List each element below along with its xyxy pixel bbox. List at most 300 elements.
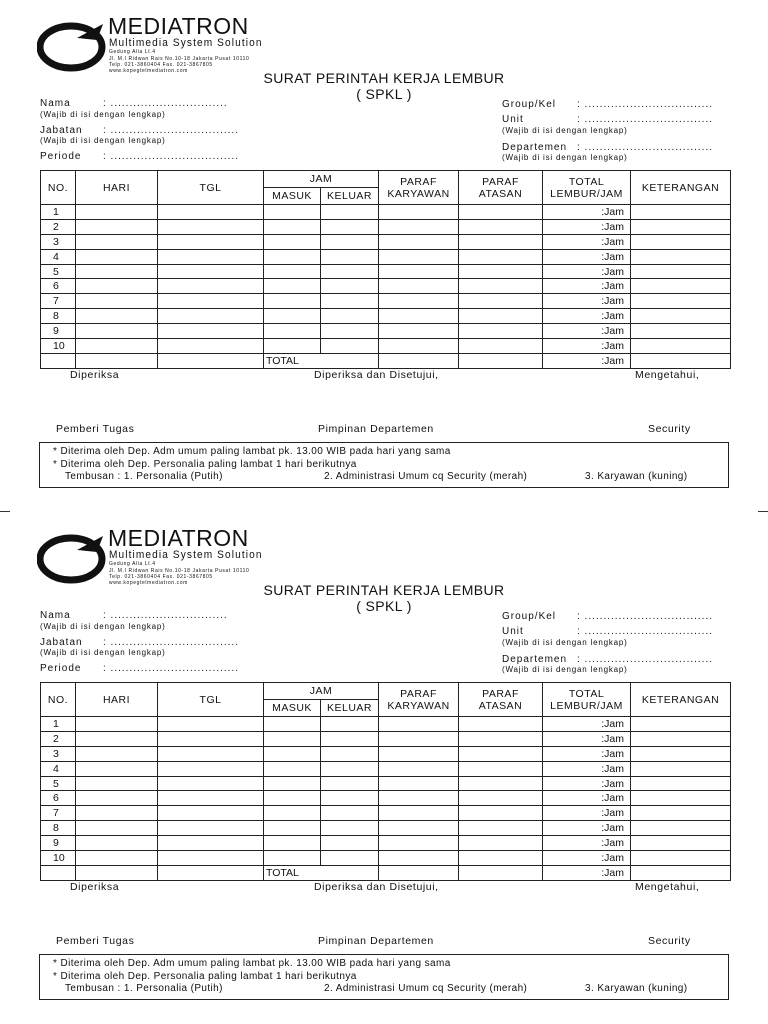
table-cell[interactable] (379, 294, 459, 309)
table-cell (41, 353, 76, 368)
table-cell[interactable] (631, 353, 731, 368)
table-cell[interactable] (631, 219, 731, 234)
table-cell[interactable] (158, 309, 264, 324)
table-cell[interactable] (379, 791, 459, 806)
table-cell[interactable] (631, 746, 731, 761)
table-cell[interactable] (158, 806, 264, 821)
table-cell (158, 353, 264, 368)
table-cell[interactable] (264, 746, 321, 761)
notes-box (39, 442, 729, 488)
departemen-label: Departemen (502, 654, 568, 665)
row-number: 7 (41, 806, 76, 821)
total-jam-cell[interactable]: :Jam (543, 324, 631, 339)
table-row (41, 264, 731, 279)
sig-pimpinan: Pimpinan Departemen (318, 935, 434, 947)
tembusan-item: 3. Karyawan (kuning) (585, 471, 688, 482)
table-cell[interactable] (264, 234, 321, 249)
row-number: 10 (41, 339, 76, 354)
table-cell[interactable] (264, 717, 321, 732)
total-jam-cell[interactable]: :Jam (543, 806, 631, 821)
table-cell[interactable] (379, 806, 459, 821)
table-cell[interactable] (76, 264, 158, 279)
departemen-field[interactable]: : .................................. (577, 654, 714, 665)
periode-field[interactable]: : .................................. (103, 151, 240, 162)
table-row (41, 731, 731, 746)
table-cell[interactable] (459, 205, 543, 220)
required-note: (Wajib di isi dengan lengkap) (502, 153, 628, 162)
table-row (41, 806, 731, 821)
table-cell[interactable] (379, 821, 459, 836)
table-cell[interactable] (631, 234, 731, 249)
table-cell[interactable] (264, 791, 321, 806)
table-cell[interactable] (158, 791, 264, 806)
table-cell[interactable] (631, 717, 731, 732)
required-note: (Wajib di isi dengan lengkap) (40, 110, 166, 119)
table-cell[interactable] (264, 324, 321, 339)
table-cell[interactable] (459, 731, 543, 746)
row-number: 1 (41, 205, 76, 220)
table-cell[interactable] (459, 249, 543, 264)
table-cell (158, 865, 264, 880)
table-cell[interactable] (459, 791, 543, 806)
total-jam-cell[interactable]: :Jam (543, 234, 631, 249)
table-cell[interactable] (158, 219, 264, 234)
table-row (41, 205, 731, 220)
total-jam-cell[interactable]: :Jam (543, 731, 631, 746)
mediatron-logo-icon (37, 532, 109, 584)
table-cell[interactable] (631, 761, 731, 776)
company-contact: Telp. 021-3860404 Fax. 021-3867805 (109, 62, 213, 68)
table-cell[interactable] (631, 821, 731, 836)
tembusan-item: 2. Administrasi Umum cq Security (merah) (324, 471, 528, 482)
unit-label: Unit (502, 626, 524, 637)
sig-pimpinan: Pimpinan Departemen (318, 423, 434, 435)
table-cell[interactable] (321, 234, 379, 249)
table-cell[interactable] (459, 324, 543, 339)
overtime-table (40, 682, 731, 881)
table-cell[interactable] (321, 806, 379, 821)
header-keterangan: KETERANGAN (631, 171, 731, 205)
table-cell[interactable] (379, 234, 459, 249)
table-cell[interactable] (76, 851, 158, 866)
table-cell[interactable] (631, 294, 731, 309)
sig-diperiksa: Diperiksa (70, 369, 120, 381)
row-number: 1 (41, 717, 76, 732)
table-cell[interactable] (631, 806, 731, 821)
header-keluar: KELUAR (321, 188, 379, 205)
table-cell[interactable] (76, 717, 158, 732)
total-jam-cell[interactable]: :Jam (543, 791, 631, 806)
table-cell[interactable] (459, 264, 543, 279)
total-jam-cell[interactable]: :Jam (543, 851, 631, 866)
row-number: 4 (41, 761, 76, 776)
header-paraf-karyawan: PARAF KARYAWAN (379, 683, 459, 717)
table-cell[interactable] (459, 851, 543, 866)
total-jam-cell[interactable]: :Jam (543, 294, 631, 309)
total-jam-cell[interactable]: :Jam (543, 339, 631, 354)
table-cell[interactable] (459, 279, 543, 294)
row-number: 2 (41, 219, 76, 234)
table-cell[interactable] (321, 851, 379, 866)
table-cell[interactable] (158, 264, 264, 279)
table-cell[interactable] (321, 205, 379, 220)
nama-label: Nama (40, 610, 71, 621)
company-tagline: Multimedia System Solution (109, 37, 263, 49)
table-cell[interactable] (264, 731, 321, 746)
table-cell[interactable] (158, 279, 264, 294)
table-cell[interactable] (321, 324, 379, 339)
table-row (41, 717, 731, 732)
table-cell[interactable] (459, 836, 543, 851)
table-cell[interactable] (264, 851, 321, 866)
table-cell[interactable] (158, 249, 264, 264)
table-cell[interactable] (459, 746, 543, 761)
tembusan-item: 3. Karyawan (kuning) (585, 983, 688, 994)
table-cell[interactable] (76, 339, 158, 354)
note-item: * Diterima oleh Dep. Personalia paling lambat 1 hari berikutnya (53, 459, 357, 470)
header-keluar: KELUAR (321, 700, 379, 717)
required-note: (Wajib di isi dengan lengkap) (502, 126, 628, 135)
row-number: 8 (41, 821, 76, 836)
table-cell[interactable] (76, 746, 158, 761)
group-field[interactable]: : .................................. (577, 99, 714, 110)
table-cell[interactable] (379, 851, 459, 866)
table-cell[interactable] (76, 806, 158, 821)
table-cell[interactable] (321, 776, 379, 791)
table-cell[interactable] (264, 205, 321, 220)
table-cell[interactable] (321, 746, 379, 761)
table-cell[interactable] (321, 791, 379, 806)
table-cell[interactable] (76, 234, 158, 249)
total-jam-cell[interactable]: :Jam (543, 249, 631, 264)
company-website: www.kopegtelmediatron.com (109, 580, 188, 586)
table-cell[interactable] (76, 205, 158, 220)
table-cell[interactable] (321, 294, 379, 309)
header-paraf-karyawan: PARAF KARYAWAN (379, 171, 459, 205)
table-cell[interactable] (379, 761, 459, 776)
table-cell[interactable] (76, 761, 158, 776)
total-jam-cell[interactable]: :Jam (543, 205, 631, 220)
table-cell[interactable] (321, 821, 379, 836)
table-cell[interactable] (321, 249, 379, 264)
table-row (41, 851, 731, 866)
table-cell[interactable] (321, 761, 379, 776)
table-cell[interactable] (631, 339, 731, 354)
table-cell[interactable] (321, 279, 379, 294)
table-cell[interactable] (76, 249, 158, 264)
table-cell (76, 865, 158, 880)
total-jam-cell[interactable]: :Jam (543, 717, 631, 732)
table-cell[interactable] (158, 339, 264, 354)
row-number: 9 (41, 324, 76, 339)
row-number: 3 (41, 234, 76, 249)
cut-mark (0, 511, 10, 512)
row-number: 6 (41, 791, 76, 806)
table-cell[interactable] (158, 836, 264, 851)
row-number: 9 (41, 836, 76, 851)
table-cell[interactable] (264, 806, 321, 821)
group-field[interactable]: : .................................. (577, 611, 714, 622)
header-total-lembur: TOTAL LEMBUR/JAM (543, 683, 631, 717)
table-cell[interactable] (76, 776, 158, 791)
table-cell[interactable] (631, 205, 731, 220)
spkl-form (0, 512, 768, 1024)
sig-pemberi-tugas: Pemberi Tugas (56, 423, 135, 435)
table-cell[interactable] (379, 731, 459, 746)
header-masuk: MASUK (264, 700, 321, 717)
table-row (41, 294, 731, 309)
table-cell[interactable] (76, 791, 158, 806)
required-note: (Wajib di isi dengan lengkap) (502, 665, 628, 674)
table-row (41, 219, 731, 234)
required-note: (Wajib di isi dengan lengkap) (40, 648, 166, 657)
table-cell[interactable] (264, 776, 321, 791)
total-jam-cell[interactable]: :Jam (543, 279, 631, 294)
total-row (41, 353, 731, 368)
table-cell[interactable] (264, 249, 321, 264)
header-tgl: TGL (158, 171, 264, 205)
table-cell[interactable] (264, 279, 321, 294)
table-cell[interactable] (76, 731, 158, 746)
periode-label: Periode (40, 151, 82, 162)
tembusan-item: Tembusan : 1. Personalia (Putih) (65, 983, 223, 994)
nama-field[interactable]: : ............................... (103, 610, 228, 621)
table-row (41, 249, 731, 264)
table-cell[interactable] (379, 264, 459, 279)
periode-field[interactable]: : .................................. (103, 663, 240, 674)
sig-security: Security (648, 935, 691, 947)
row-number: 10 (41, 851, 76, 866)
table-cell[interactable] (379, 219, 459, 234)
group-label: Group/Kel (502, 99, 557, 110)
sig-pemberi-tugas: Pemberi Tugas (56, 935, 135, 947)
total-jam-cell[interactable]: :Jam (543, 264, 631, 279)
tembusan-item: Tembusan : 1. Personalia (Putih) (65, 471, 223, 482)
required-note: (Wajib di isi dengan lengkap) (40, 136, 166, 145)
table-cell[interactable] (379, 339, 459, 354)
table-cell[interactable] (264, 309, 321, 324)
table-cell[interactable] (379, 205, 459, 220)
table-cell[interactable] (631, 279, 731, 294)
table-cell[interactable] (321, 836, 379, 851)
table-cell (459, 353, 543, 368)
table-cell[interactable] (631, 791, 731, 806)
table-cell[interactable] (379, 324, 459, 339)
company-address: Gedung Alia Lt.4 (109, 561, 156, 567)
table-cell[interactable] (631, 776, 731, 791)
table-cell[interactable] (264, 294, 321, 309)
table-cell[interactable] (158, 717, 264, 732)
note-item: * Diterima oleh Dep. Adm umum paling lambat pk. 13.00 WIB pada hari yang sama (53, 446, 451, 457)
table-cell[interactable] (379, 746, 459, 761)
company-name: MEDIATRON (108, 13, 249, 39)
required-note: (Wajib di isi dengan lengkap) (40, 622, 166, 631)
row-number: 6 (41, 279, 76, 294)
table-cell[interactable] (264, 339, 321, 354)
departemen-label: Departemen (502, 142, 568, 153)
total-jam-cell[interactable]: :Jam (543, 309, 631, 324)
departemen-field[interactable]: : .................................. (577, 142, 714, 153)
jabatan-field[interactable]: : .................................. (103, 125, 240, 136)
row-number: 4 (41, 249, 76, 264)
table-cell[interactable] (264, 219, 321, 234)
table-cell[interactable] (158, 205, 264, 220)
table-cell[interactable] (459, 219, 543, 234)
unit-field[interactable]: : .................................. (577, 114, 714, 125)
table-cell[interactable] (158, 761, 264, 776)
table-cell[interactable] (76, 309, 158, 324)
jabatan-field[interactable]: : .................................. (103, 637, 240, 648)
table-cell[interactable] (321, 264, 379, 279)
header-jam: JAM (264, 683, 379, 700)
total-jam-cell[interactable]: :Jam (543, 776, 631, 791)
table-cell[interactable] (631, 851, 731, 866)
header-keterangan: KETERANGAN (631, 683, 731, 717)
total-label: TOTAL (264, 865, 379, 880)
table-cell[interactable] (264, 821, 321, 836)
table-cell[interactable] (321, 309, 379, 324)
total-jam-cell[interactable]: :Jam (543, 219, 631, 234)
total-label: TOTAL (264, 353, 379, 368)
table-cell[interactable] (631, 324, 731, 339)
notes-box (39, 954, 729, 1000)
company-name: MEDIATRON (108, 525, 249, 551)
nama-label: Nama (40, 98, 71, 109)
table-cell[interactable] (321, 219, 379, 234)
header-paraf-atasan: PARAF ATASAN (459, 171, 543, 205)
form-subtitle: ( SPKL ) (356, 598, 412, 614)
header-total-lembur: TOTAL LEMBUR/JAM (543, 171, 631, 205)
company-tagline: Multimedia System Solution (109, 549, 263, 561)
table-cell[interactable] (158, 731, 264, 746)
table-row (41, 746, 731, 761)
header-paraf-atasan: PARAF ATASAN (459, 683, 543, 717)
table-cell[interactable] (158, 234, 264, 249)
table-cell[interactable] (379, 717, 459, 732)
jabatan-label: Jabatan (40, 637, 83, 648)
company-address: Jl. M.I Ridwan Rais No.10-18 Jakarta Pusat 10110 (109, 568, 250, 574)
row-number: 8 (41, 309, 76, 324)
table-cell[interactable] (321, 717, 379, 732)
table-cell[interactable] (379, 776, 459, 791)
form-title: SURAT PERINTAH KERJA LEMBUR (263, 70, 505, 86)
table-row (41, 836, 731, 851)
table-cell[interactable] (158, 324, 264, 339)
table-cell[interactable] (76, 821, 158, 836)
table-cell[interactable] (459, 234, 543, 249)
header-tgl: TGL (158, 683, 264, 717)
sig-disetujui: Diperiksa dan Disetujui, (314, 369, 439, 381)
table-cell[interactable] (76, 836, 158, 851)
grand-total-jam[interactable]: :Jam (543, 353, 631, 368)
note-item: * Diterima oleh Dep. Adm umum paling lambat pk. 13.00 WIB pada hari yang sama (53, 958, 451, 969)
unit-label: Unit (502, 114, 524, 125)
table-cell (379, 353, 459, 368)
table-cell[interactable] (379, 279, 459, 294)
company-address: Jl. M.I Ridwan Rais No.10-18 Jakarta Pusat 10110 (109, 56, 250, 62)
periode-label: Periode (40, 663, 82, 674)
table-cell[interactable] (459, 339, 543, 354)
table-cell[interactable] (459, 776, 543, 791)
form-title: SURAT PERINTAH KERJA LEMBUR (263, 582, 505, 598)
table-cell[interactable] (321, 339, 379, 354)
overtime-table (40, 170, 731, 369)
table-cell[interactable] (264, 264, 321, 279)
table-row (41, 761, 731, 776)
table-cell[interactable] (158, 776, 264, 791)
table-cell[interactable] (631, 309, 731, 324)
table-row (41, 234, 731, 249)
table-cell (41, 865, 76, 880)
total-jam-cell[interactable]: :Jam (543, 746, 631, 761)
table-cell[interactable] (631, 249, 731, 264)
table-cell[interactable] (264, 761, 321, 776)
table-cell[interactable] (459, 309, 543, 324)
table-cell[interactable] (459, 821, 543, 836)
table-cell[interactable] (321, 731, 379, 746)
sig-mengetahui: Mengetahui, (635, 881, 700, 893)
nama-field[interactable]: : ............................... (103, 98, 228, 109)
header-hari: HARI (76, 171, 158, 205)
table-cell[interactable] (631, 731, 731, 746)
table-cell[interactable] (76, 294, 158, 309)
table-row (41, 776, 731, 791)
table-cell (76, 353, 158, 368)
total-jam-cell[interactable]: :Jam (543, 836, 631, 851)
group-label: Group/Kel (502, 611, 557, 622)
unit-field[interactable]: : .................................. (577, 626, 714, 637)
table-row (41, 309, 731, 324)
mediatron-logo-icon (37, 20, 109, 72)
table-cell[interactable] (459, 294, 543, 309)
table-cell[interactable] (459, 806, 543, 821)
total-jam-cell[interactable]: :Jam (543, 761, 631, 776)
grand-total-jam[interactable]: :Jam (543, 865, 631, 880)
header-no: NO. (41, 171, 76, 205)
total-jam-cell[interactable]: :Jam (543, 821, 631, 836)
table-cell[interactable] (76, 219, 158, 234)
table-cell[interactable] (264, 836, 321, 851)
table-cell[interactable] (76, 324, 158, 339)
table-cell[interactable] (459, 761, 543, 776)
table-cell[interactable] (459, 717, 543, 732)
table-cell (379, 865, 459, 880)
table-cell[interactable] (631, 865, 731, 880)
company-address: Gedung Alia Lt.4 (109, 49, 156, 55)
header-hari: HARI (76, 683, 158, 717)
sig-disetujui: Diperiksa dan Disetujui, (314, 881, 439, 893)
jabatan-label: Jabatan (40, 125, 83, 136)
total-row (41, 865, 731, 880)
row-number: 3 (41, 746, 76, 761)
table-row (41, 791, 731, 806)
table-cell[interactable] (631, 264, 731, 279)
table-cell[interactable] (379, 836, 459, 851)
table-cell[interactable] (76, 279, 158, 294)
table-cell[interactable] (158, 851, 264, 866)
table-cell[interactable] (379, 249, 459, 264)
row-number: 5 (41, 264, 76, 279)
sig-mengetahui: Mengetahui, (635, 369, 700, 381)
note-item: * Diterima oleh Dep. Personalia paling lambat 1 hari berikutnya (53, 971, 357, 982)
table-cell[interactable] (158, 746, 264, 761)
table-cell[interactable] (158, 294, 264, 309)
table-cell[interactable] (158, 821, 264, 836)
table-row (41, 279, 731, 294)
table-cell[interactable] (379, 309, 459, 324)
table-cell[interactable] (631, 836, 731, 851)
table-cell (459, 865, 543, 880)
